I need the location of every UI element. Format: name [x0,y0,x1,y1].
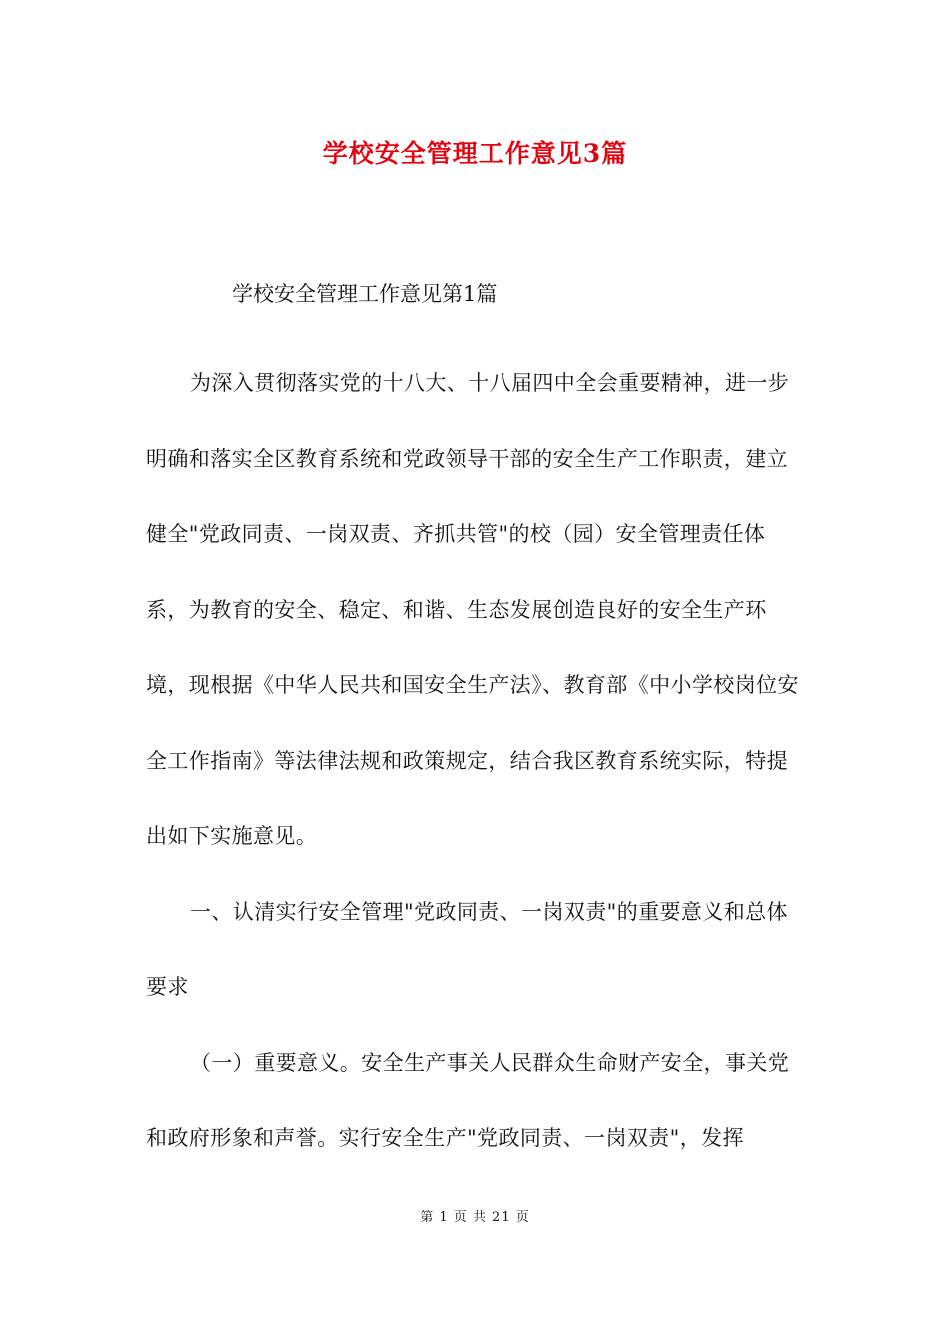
section-subtitle: 学校安全管理工作意见第1篇 [232,282,498,306]
body-paragraph-1: 为深入贯彻落实党的十八大、十八届四中全会重要精神，进一步明确和落实全区教育系统和党政领导干部的安全生产工作职责，建立健全"党政同责、一岗双责、齐抓共管"的校（园）安全管理责任体系，为教育的安全、稳定、和谐、生态发展创造良好的安全生产环境，现根据《中华人民共和国安全生产法》、教育部《中小学校岗位安全工作指南》等法律法规和政策规定，结合我区教育系统实际，特提出如下实施意见。 [146,371,799,848]
body-paragraph-2: 一、认清实行安全管理"党政同责、一岗双责"的重要意义和总体要求 [146,899,788,999]
document-title: 学校安全管理工作意见3篇 [322,139,628,168]
document-body [146,346,806,1177]
page-footer: 第 1 页 共 21 页 [420,1210,530,1225]
body-paragraph-3: （一）重要意义。安全生产事关人民群众生命财产安全，事关党和政府形象和声誉。实行安全生产"党政同责、一岗双责"，发挥 [146,1050,790,1150]
